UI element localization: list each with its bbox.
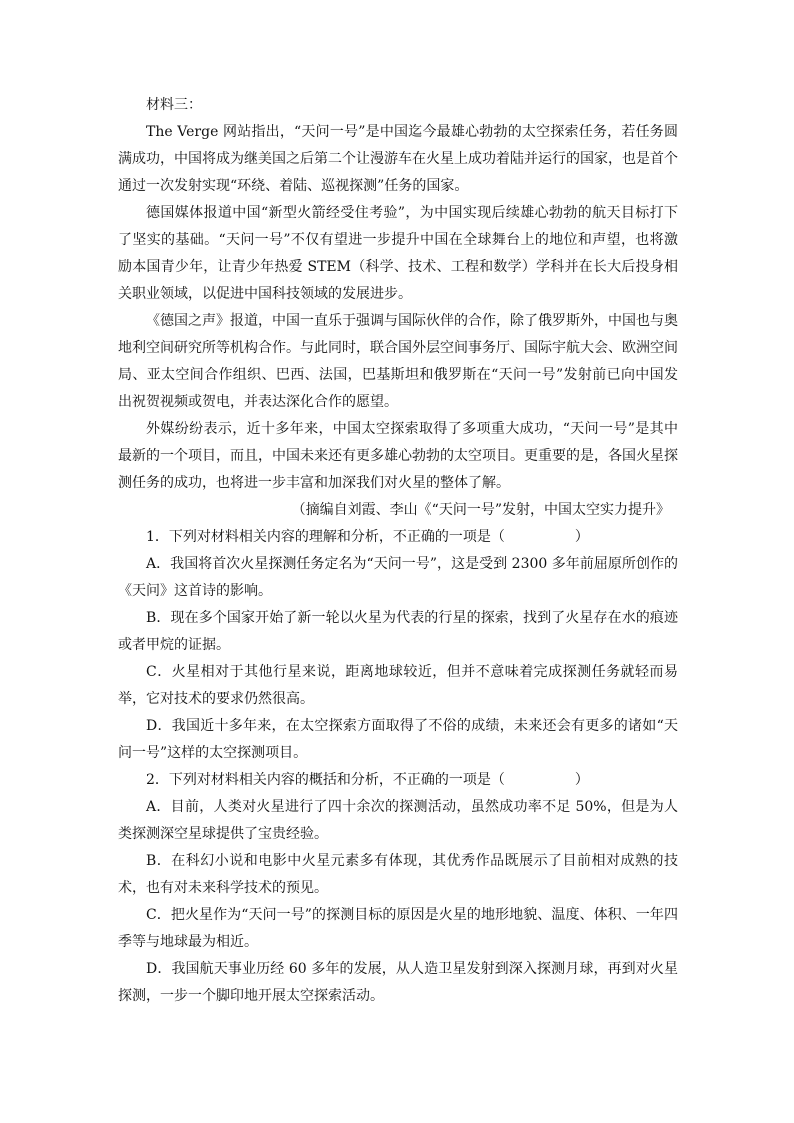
question-2-option-c: C．把火星作为“天问一号”的探测目标的原因是火星的地形地貌、温度、体积、一年四季等与地球最为相近。: [118, 907, 678, 950]
document-page: [118, 92, 678, 1010]
question-2-option-a: A．目前，人类对火星进行了四十余次的探测活动，虽然成功率不足 50%，但是为人类探测深空星球提供了宝贵经验。: [118, 799, 678, 842]
question-1-option-d: D．我国近十多年来，在太空探索方面取得了不俗的成绩，未来还会有更多的诸如“天问一号”这样的太空探测项目。: [118, 718, 678, 761]
material-paragraph-2: 德国媒体报道中国“新型火箭经受住考验”，为中国实现后续雄心勃勃的航天目标打下了坚实的基础。“天问一号”不仅有望进一步提升中国在全球舞台上的地位和声望，也将激励本国青少年，让青少年热爱 STEM（科学、技术、工程和数学）学科并在长大后投身相关职业领域，以促进中国科技领域的发展进步。: [118, 205, 678, 302]
question-1-option-a: A．我国将首次火星探测任务定名为“天问一号”，这是受到 2300 多年前屈原所创作的《天问》这首诗的影响。: [118, 556, 678, 599]
material-paragraph-4: 外媒纷纷表示，近十多年来，中国太空探索取得了多项重大成功，“天问一号”是其中最新的一个项目，而且，中国未来还有更多雄心勃勃的太空项目。更重要的是，各国火星探测任务的成功，也将进一步丰富和加深我们对火星的整体了解。: [118, 421, 678, 491]
question-2-option-d: D．我国航天事业历经 60 多年的发展，从人造卫星发射到深入探测月球，再到对火星探测，一步一个脚印地开展太空探索活动。: [118, 961, 678, 1004]
question-2-option-b: B．在科幻小说和电影中火星元素多有体现，其优秀作品既展示了目前相对成熟的技术，也有对未来科学技术的预见。: [118, 853, 678, 896]
material-heading: 材料三：: [146, 97, 202, 113]
material-source: （摘编自刘霞、李山《“天问一号”发射，中国太空实力提升》: [291, 502, 670, 518]
question-1-option-b: B．现在多个国家开始了新一轮以火星为代表的行星的探索，找到了火星存在水的痕迹或者甲烷的证据。: [118, 610, 678, 653]
question-1-option-c: C．火星相对于其他行星来说，距离地球较近，但并不意味着完成探测任务就轻而易举，它对技术的要求仍然很高。: [118, 664, 678, 707]
material-paragraph-1: The Verge 网站指出，“天问一号”是中国迄今最雄心勃勃的太空探索任务，若任务圆满成功，中国将成为继美国之后第二个让漫游车在火星上成功着陆并运行的国家，也是首个通过一次发射实现“环绕、着陆、巡视探测”任务的国家。: [118, 124, 678, 194]
material-paragraph-3: 《德国之声》报道，中国一直乐于强调与国际伙伴的合作，除了俄罗斯外，中国也与奥地利空间研究所等机构合作。与此同时，联合国外层空间事务厅、国际宇航大会、欧洲空间局、亚太空间合作组织、巴西、法国，巴基斯坦和俄罗斯在“天问一号”发射前已向中国发出祝贺视频或贺电，并表达深化合作的愿望。: [118, 313, 678, 410]
question-1-stem: 1．下列对材料相关内容的理解和分析，不正确的一项是（ ）: [146, 529, 589, 545]
question-2-stem: 2．下列对材料相关内容的概括和分析，不正确的一项是（ ）: [146, 772, 589, 788]
